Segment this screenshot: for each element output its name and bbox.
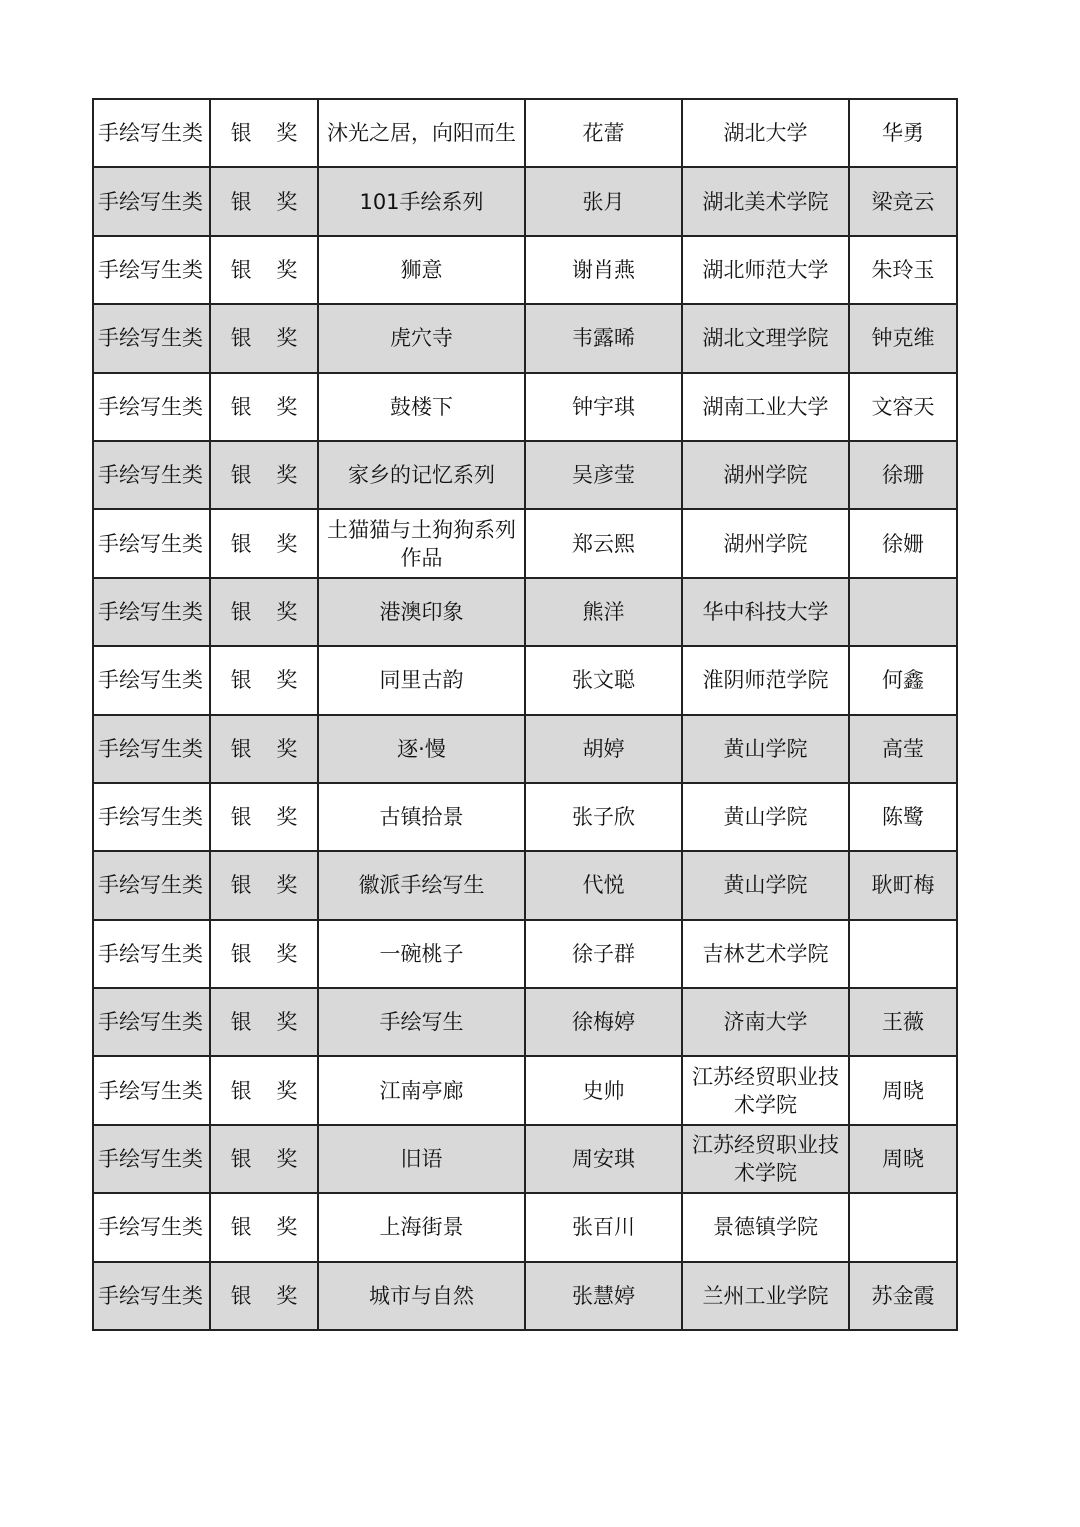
category-cell: 手绘写生类 <box>93 646 210 714</box>
work-title-cell: 古镇拾景 <box>318 783 525 851</box>
school-cell: 黄山学院 <box>682 851 849 919</box>
table-row <box>93 441 957 509</box>
category-cell: 手绘写生类 <box>93 373 210 441</box>
table-row <box>93 99 957 167</box>
school-cell: 华中科技大学 <box>682 578 849 646</box>
table-row <box>93 373 957 441</box>
table-row <box>93 920 957 988</box>
category-cell: 手绘写生类 <box>93 167 210 235</box>
school-cell: 黄山学院 <box>682 783 849 851</box>
advisor-cell: 文容天 <box>849 373 957 441</box>
category-cell: 手绘写生类 <box>93 441 210 509</box>
school-cell: 湖北美术学院 <box>682 167 849 235</box>
category-cell: 手绘写生类 <box>93 236 210 304</box>
award-cell: 银 奖 <box>210 441 318 509</box>
table-row <box>93 1125 957 1193</box>
author-cell: 徐子群 <box>525 920 682 988</box>
category-cell: 手绘写生类 <box>93 1193 210 1261</box>
school-cell: 湖北文理学院 <box>682 304 849 372</box>
author-cell: 谢肖燕 <box>525 236 682 304</box>
author-cell: 韦露晞 <box>525 304 682 372</box>
advisor-cell: 高莹 <box>849 715 957 783</box>
work-title-cell: 101手绘系列 <box>318 167 525 235</box>
school-cell: 济南大学 <box>682 988 849 1056</box>
table-row <box>93 304 957 372</box>
work-title-cell: 一碗桃子 <box>318 920 525 988</box>
advisor-cell: 钟克维 <box>849 304 957 372</box>
table-row <box>93 851 957 919</box>
school-cell: 湖州学院 <box>682 509 849 577</box>
award-cell: 银 奖 <box>210 851 318 919</box>
category-cell: 手绘写生类 <box>93 988 210 1056</box>
author-cell: 史帅 <box>525 1056 682 1124</box>
category-cell: 手绘写生类 <box>93 304 210 372</box>
school-cell: 黄山学院 <box>682 715 849 783</box>
advisor-cell: 耿町梅 <box>849 851 957 919</box>
author-cell: 花蕾 <box>525 99 682 167</box>
award-cell: 银 奖 <box>210 373 318 441</box>
award-cell: 银 奖 <box>210 1056 318 1124</box>
work-title-cell: 逐·慢 <box>318 715 525 783</box>
advisor-cell: 周晓 <box>849 1125 957 1193</box>
award-cell: 银 奖 <box>210 1262 318 1330</box>
table-row <box>93 578 957 646</box>
table-row <box>93 236 957 304</box>
author-cell: 张慧婷 <box>525 1262 682 1330</box>
advisor-cell: 徐珊 <box>849 441 957 509</box>
author-cell: 代悦 <box>525 851 682 919</box>
category-cell: 手绘写生类 <box>93 1056 210 1124</box>
advisor-cell: 周晓 <box>849 1056 957 1124</box>
award-cell: 银 奖 <box>210 1193 318 1261</box>
author-cell: 张百川 <box>525 1193 682 1261</box>
table-body <box>93 99 957 1330</box>
award-cell: 银 奖 <box>210 646 318 714</box>
table-row <box>93 167 957 235</box>
school-cell: 淮阴师范学院 <box>682 646 849 714</box>
work-title-cell: 沐光之居，向阳而生 <box>318 99 525 167</box>
advisor-cell <box>849 578 957 646</box>
author-cell: 张文聪 <box>525 646 682 714</box>
award-cell: 银 奖 <box>210 783 318 851</box>
advisor-cell: 梁竞云 <box>849 167 957 235</box>
work-title-cell: 旧语 <box>318 1125 525 1193</box>
work-title-cell: 鼓楼下 <box>318 373 525 441</box>
award-cell: 银 奖 <box>210 236 318 304</box>
advisor-cell: 何鑫 <box>849 646 957 714</box>
table-row <box>93 646 957 714</box>
school-cell: 兰州工业学院 <box>682 1262 849 1330</box>
category-cell: 手绘写生类 <box>93 783 210 851</box>
school-cell: 湖北师范大学 <box>682 236 849 304</box>
author-cell: 钟宇琪 <box>525 373 682 441</box>
category-cell: 手绘写生类 <box>93 715 210 783</box>
award-cell: 银 奖 <box>210 920 318 988</box>
category-cell: 手绘写生类 <box>93 578 210 646</box>
work-title-cell: 江南亭廊 <box>318 1056 525 1124</box>
table-row <box>93 1193 957 1261</box>
work-title-cell: 港澳印象 <box>318 578 525 646</box>
school-cell: 湖北大学 <box>682 99 849 167</box>
award-cell: 银 奖 <box>210 99 318 167</box>
author-cell: 吴彦莹 <box>525 441 682 509</box>
author-cell: 熊洋 <box>525 578 682 646</box>
award-cell: 银 奖 <box>210 167 318 235</box>
school-cell: 湖南工业大学 <box>682 373 849 441</box>
advisor-cell <box>849 920 957 988</box>
advisor-cell <box>849 1193 957 1261</box>
author-cell: 张月 <box>525 167 682 235</box>
author-cell: 胡婷 <box>525 715 682 783</box>
author-cell: 徐梅婷 <box>525 988 682 1056</box>
school-cell: 吉林艺术学院 <box>682 920 849 988</box>
table-row <box>93 715 957 783</box>
category-cell: 手绘写生类 <box>93 1262 210 1330</box>
advisor-cell: 苏金霞 <box>849 1262 957 1330</box>
table-row <box>93 783 957 851</box>
advisor-cell: 徐姗 <box>849 509 957 577</box>
advisor-cell: 王薇 <box>849 988 957 1056</box>
work-title-cell: 虎穴寺 <box>318 304 525 372</box>
category-cell: 手绘写生类 <box>93 851 210 919</box>
advisor-cell: 朱玲玉 <box>849 236 957 304</box>
table-row <box>93 988 957 1056</box>
school-cell: 湖州学院 <box>682 441 849 509</box>
work-title-cell: 土猫猫与土狗狗系列作品 <box>318 509 525 577</box>
work-title-cell: 城市与自然 <box>318 1262 525 1330</box>
category-cell: 手绘写生类 <box>93 509 210 577</box>
author-cell: 周安琪 <box>525 1125 682 1193</box>
table-row <box>93 1056 957 1124</box>
author-cell: 郑云熙 <box>525 509 682 577</box>
school-cell: 江苏经贸职业技术学院 <box>682 1125 849 1193</box>
work-title-cell: 同里古韵 <box>318 646 525 714</box>
category-cell: 手绘写生类 <box>93 1125 210 1193</box>
advisor-cell: 华勇 <box>849 99 957 167</box>
school-cell: 景德镇学院 <box>682 1193 849 1261</box>
award-cell: 银 奖 <box>210 1125 318 1193</box>
author-cell: 张子欣 <box>525 783 682 851</box>
school-cell: 江苏经贸职业技术学院 <box>682 1056 849 1124</box>
work-title-cell: 手绘写生 <box>318 988 525 1056</box>
work-title-cell: 家乡的记忆系列 <box>318 441 525 509</box>
award-cell: 银 奖 <box>210 304 318 372</box>
category-cell: 手绘写生类 <box>93 920 210 988</box>
work-title-cell: 徽派手绘写生 <box>318 851 525 919</box>
award-results-table <box>92 98 958 1331</box>
advisor-cell: 陈鹭 <box>849 783 957 851</box>
award-cell: 银 奖 <box>210 578 318 646</box>
work-title-cell: 狮意 <box>318 236 525 304</box>
award-cell: 银 奖 <box>210 988 318 1056</box>
table-row <box>93 1262 957 1330</box>
category-cell: 手绘写生类 <box>93 99 210 167</box>
table-row <box>93 509 957 577</box>
award-cell: 银 奖 <box>210 509 318 577</box>
work-title-cell: 上海街景 <box>318 1193 525 1261</box>
award-cell: 银 奖 <box>210 715 318 783</box>
